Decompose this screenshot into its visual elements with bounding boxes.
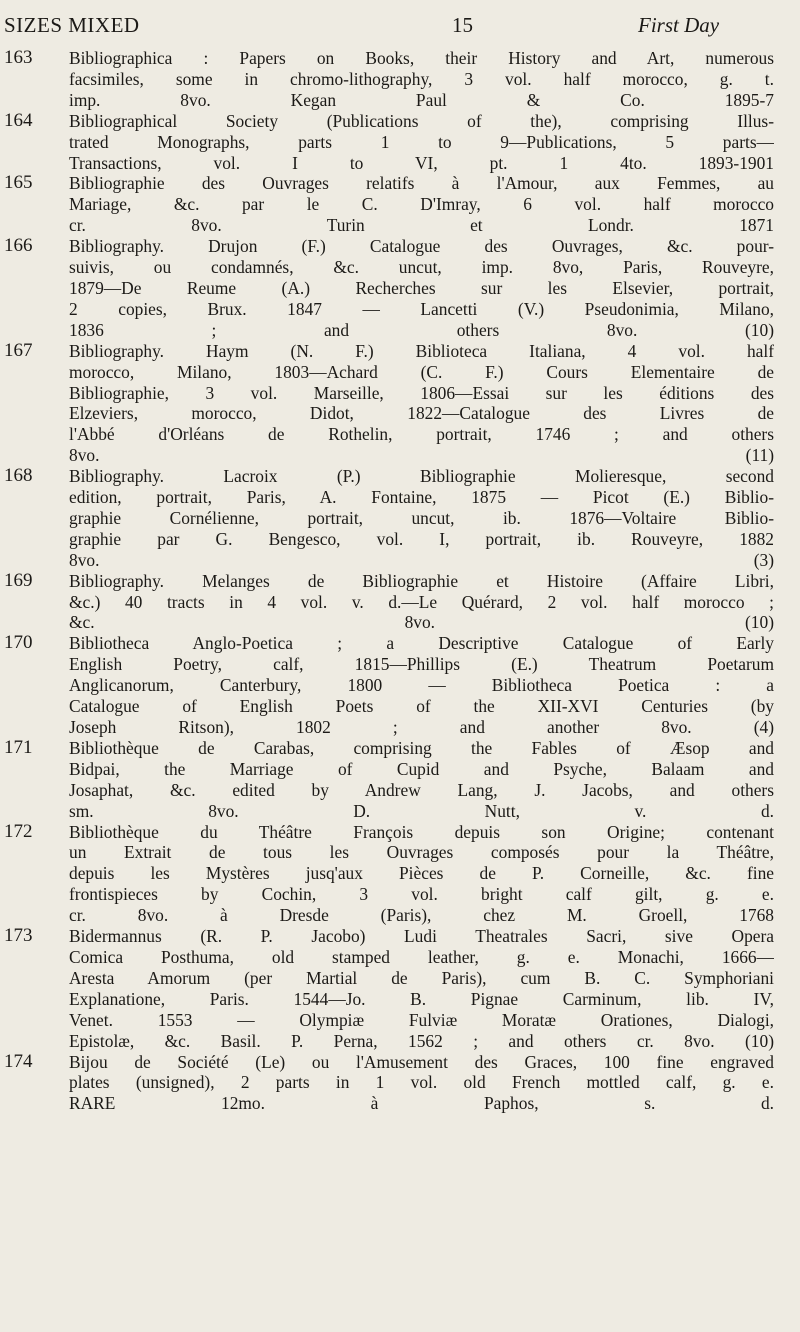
lot-description — [69, 48, 774, 111]
description-line: graphie par G. Bengesco, vol. I, portrait, ib. Rouveyre, 1882 — [69, 528, 774, 549]
description-line: Comica Posthuma, old stamped leather, g. e. Monachi, 1666— — [69, 946, 774, 967]
description-line: cr. 8vo. à Dresde (Paris), chez M. Groell, 1768 — [69, 905, 774, 926]
lot-number: 167 — [4, 339, 33, 361]
catalogue-entry — [0, 822, 800, 927]
lot-description — [69, 173, 774, 236]
description-line: 1836 ; and others 8vo. (10) — [69, 319, 774, 340]
description-line: graphie Cornélienne, portrait, uncut, ib. 1876—Voltaire Biblio- — [69, 507, 774, 528]
catalogue-entry — [0, 173, 800, 236]
description-line: un Extrait de tous les Ouvrages composés pour la Théâtre, — [69, 842, 774, 863]
lot-number: 164 — [4, 109, 33, 131]
lot-number: 166 — [4, 235, 33, 257]
description-line: Bibliothèque du Théâtre François depuis son Origine; contenant — [69, 821, 774, 842]
description-line: l'Abbé d'Orléans de Rothelin, portrait, 1746 ; and others — [69, 424, 774, 445]
description-line: imp. 8vo. Kegan Paul & Co. 1895-7 — [69, 89, 774, 110]
header-section-title: SIZES MIXED — [4, 13, 140, 37]
description-line: Bibliographica : Papers on Books, their History and Art, numerous — [69, 48, 774, 68]
description-line: Bidpai, the Marriage of Cupid and Psyche, Balaam and — [69, 758, 774, 779]
catalogue-entry — [0, 738, 800, 822]
lot-description — [69, 111, 774, 174]
lot-number: 174 — [4, 1050, 33, 1072]
catalogue-entry — [0, 1052, 800, 1115]
description-line: 1879—De Reume (A.) Recherches sur les Elsevier, portrait, — [69, 277, 774, 298]
description-line: Bijou de Société (Le) ou l'Amusement des Graces, 100 fine engraved — [69, 1051, 774, 1072]
description-line: Bibliographical Society (Publications of the), comprising Illus- — [69, 110, 774, 131]
description-line: Explanatione, Paris. 1544—Jo. B. Pignae Carminum, lib. IV, — [69, 988, 774, 1009]
catalogue-entry — [0, 48, 800, 111]
description-line: frontispieces by Cochin, 3 vol. bright calf gilt, g. e. — [69, 884, 774, 905]
lot-description — [69, 633, 774, 738]
header-sale-day: First Day — [638, 13, 720, 37]
lot-number: 170 — [4, 632, 33, 654]
catalogue-entry — [0, 111, 800, 174]
description-line: Aresta Amorum (per Martial de Paris), cum B. C. Symphoriani — [69, 967, 774, 988]
lot-number: 169 — [4, 569, 33, 591]
description-line: Catalogue of English Poets of the XII-XVI Centuries (by — [69, 696, 774, 717]
description-line: Bibliographie des Ouvrages relatifs à l'Amour, aux Femmes, au — [69, 173, 774, 194]
lot-description — [69, 926, 774, 1051]
description-line: &c.) 40 tracts in 4 vol. v. d.—Le Quérard, 2 vol. half morocco ; — [69, 591, 774, 612]
lot-description — [69, 822, 774, 927]
description-line: Josaphat, &c. edited by Andrew Lang, J. Jacobs, and others — [69, 779, 774, 800]
lot-description — [69, 466, 774, 571]
description-line: Bibliography. Melanges de Bibliographie et Histoire (Affaire Libri, — [69, 570, 774, 591]
description-line: RARE 12mo. à Paphos, s. d. — [69, 1093, 774, 1114]
description-line: facsimiles, some in chromo-lithography, 3 vol. half morocco, g. t. — [69, 68, 774, 89]
description-line: Bibliography. Lacroix (P.) Bibliographie Molieresque, second — [69, 466, 774, 487]
description-line: Bibliotheca Anglo-Poetica ; a Descriptive Catalogue of Early — [69, 633, 774, 654]
description-line: &c. 8vo. (10) — [69, 612, 774, 633]
lot-description — [69, 1052, 774, 1115]
description-line: Joseph Ritson), 1802 ; and another 8vo. (4) — [69, 717, 774, 737]
lot-number: 171 — [4, 736, 33, 758]
description-line: sm. 8vo. D. Nutt, v. d. — [69, 800, 774, 821]
description-line: plates (unsigned), 2 parts in 1 vol. old French mottled calf, g. e. — [69, 1072, 774, 1093]
description-line: Bibliographie, 3 vol. Marseille, 1806—Essai sur les éditions des — [69, 382, 774, 403]
description-line: Anglicanorum, Canterbury, 1800 — Bibliotheca Poetica : a — [69, 675, 774, 696]
catalogue-entries — [0, 48, 800, 1114]
description-line: Bibliography. Drujon (F.) Catalogue des Ouvrages, &c. pour- — [69, 236, 774, 257]
description-line: Mariage, &c. par le C. D'Imray, 6 vol. half morocco — [69, 194, 774, 215]
description-line: Elzeviers, morocco, Didot, 1822—Catalogue des Livres de — [69, 403, 774, 424]
catalogue-entry — [0, 633, 800, 738]
lot-description — [69, 341, 774, 466]
lot-description — [69, 571, 774, 634]
lot-number: 172 — [4, 820, 33, 842]
lot-number: 163 — [4, 47, 33, 68]
description-line: Bibliography. Haym (N. F.) Biblioteca Italiana, 4 vol. half — [69, 340, 774, 361]
description-line: edition, portrait, Paris, A. Fontaine, 1875 — Picot (E.) Biblio- — [69, 487, 774, 508]
description-line: Epistolæ, &c. Basil. P. Perna, 1562 ; and others cr. 8vo. (10) — [69, 1030, 774, 1051]
catalogue-entry — [0, 571, 800, 634]
catalogue-entry — [0, 341, 800, 466]
description-line: 8vo. (3) — [69, 549, 774, 570]
description-line: English Poetry, calf, 1815—Phillips (E.) Theatrum Poetarum — [69, 654, 774, 675]
description-line: trated Monographs, parts 1 to 9—Publications, 5 parts— — [69, 131, 774, 152]
description-line: Transactions, vol. I to VI, pt. 1 4to. 1893-1901 — [69, 152, 774, 173]
catalogue-entry — [0, 236, 800, 341]
description-line: Bibliothèque de Carabas, comprising the Fables of Æsop and — [69, 737, 774, 758]
description-line: Venet. 1553 — Olympiæ Fulviæ Moratæ Orationes, Dialogi, — [69, 1009, 774, 1030]
lot-number: 173 — [4, 925, 33, 947]
description-line: Bidermannus (R. P. Jacobo) Ludi Theatrales Sacri, sive Opera — [69, 926, 774, 947]
header-page-number: 15 — [452, 13, 473, 37]
page-header — [0, 8, 800, 42]
description-line: 8vo. (11) — [69, 445, 774, 466]
description-line: depuis les Mystères jusq'aux Pièces de P. Corneille, &c. fine — [69, 863, 774, 884]
description-line: cr. 8vo. Turin et Londr. 1871 — [69, 215, 774, 236]
description-line: suivis, ou condamnés, &c. uncut, imp. 8vo, Paris, Rouveyre, — [69, 257, 774, 278]
lot-number: 168 — [4, 465, 33, 487]
catalogue-entry — [0, 466, 800, 571]
lot-description — [69, 738, 774, 822]
lot-description — [69, 236, 774, 341]
lot-number: 165 — [4, 172, 33, 194]
description-line: morocco, Milano, 1803—Achard (C. F.) Cours Elementaire de — [69, 361, 774, 382]
catalogue-entry — [0, 926, 800, 1051]
description-line: 2 copies, Brux. 1847 — Lancetti (V.) Pseudonimia, Milano, — [69, 298, 774, 319]
